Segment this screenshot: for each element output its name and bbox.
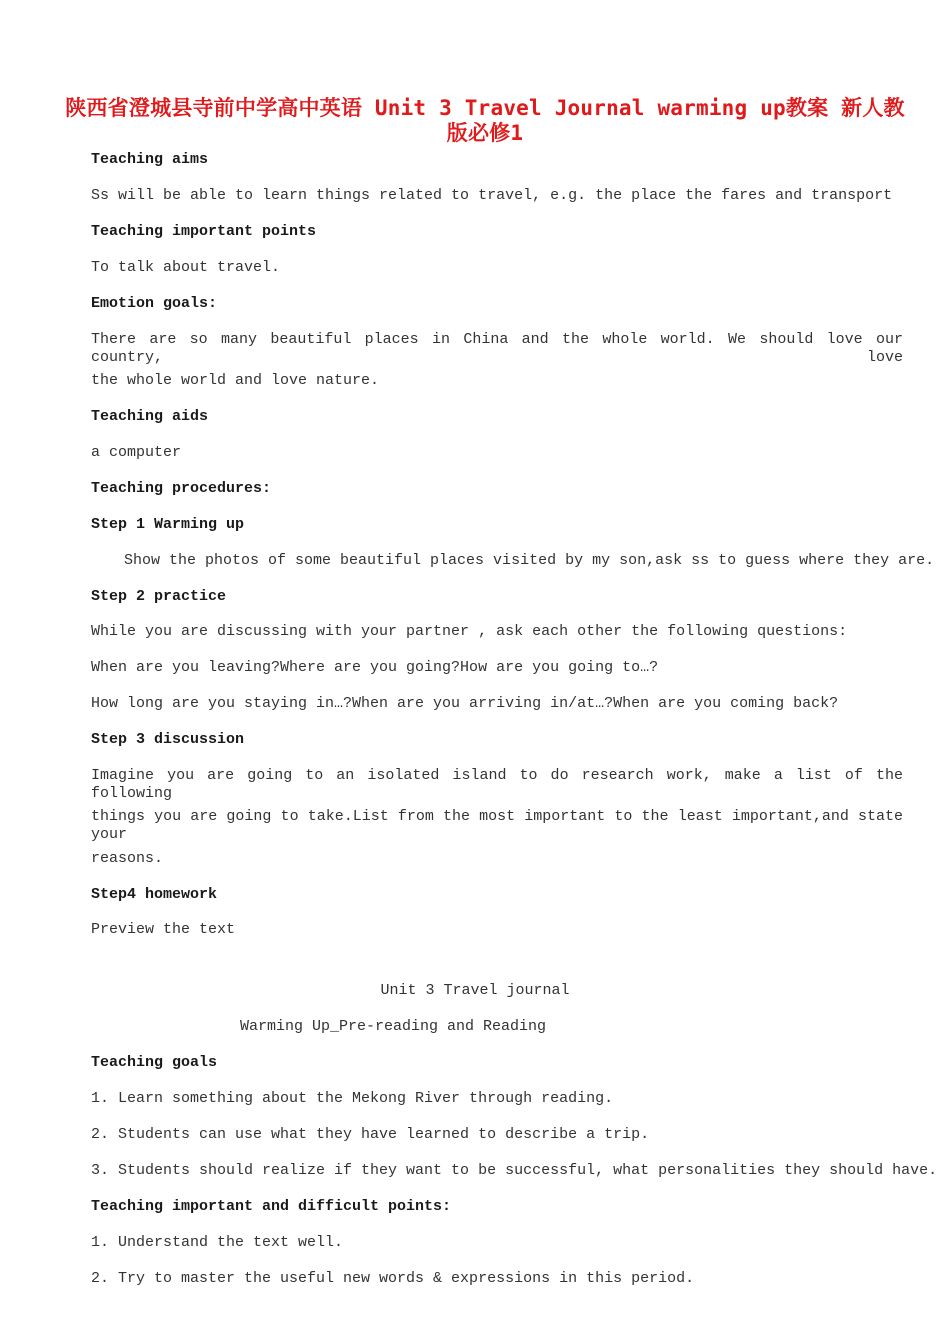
- teaching-goals-heading: Teaching goals: [91, 1054, 218, 1071]
- point-item-1: 1. Understand the text well.: [91, 1234, 344, 1251]
- teaching-aids-heading: Teaching aids: [91, 408, 209, 425]
- unit-title: Unit 3 Travel journal: [380, 982, 570, 999]
- emotion-goals-line-1: There are so many beautiful places in China and the whole world. We should love our country, love: [91, 331, 903, 366]
- step1-heading: Step 1 Warming up: [91, 516, 245, 533]
- step2-heading: Step 2 practice: [91, 588, 227, 605]
- important-points-text: To talk about travel.: [91, 259, 281, 276]
- emotion-goals-line-2: the whole world and love nature.: [91, 372, 380, 389]
- step3-line-1: Imagine you are going to an isolated island to do research work, make a list of the following: [91, 767, 903, 802]
- step4-heading: Step4 homework: [91, 886, 218, 903]
- procedures-heading: Teaching procedures:: [91, 480, 272, 497]
- step2-line-1: While you are discussing with your partner , ask each other the following questions:: [91, 623, 848, 640]
- goal-item-1: 1. Learn something about the Mekong River through reading.: [91, 1090, 614, 1107]
- step2-line-2: When are you leaving?Where are you going?How are you going to…?: [91, 659, 659, 676]
- step3-line-3: reasons.: [91, 850, 164, 867]
- difficult-points-heading: Teaching important and difficult points:: [91, 1198, 452, 1215]
- teaching-aims-text: Ss will be able to learn things related to travel, e.g. the place the fares and transport: [91, 187, 893, 204]
- important-points-heading: Teaching important points: [91, 223, 317, 240]
- section-subtitle: Warming Up_Pre-reading and Reading: [240, 1018, 547, 1035]
- step1-text: Show the photos of some beautiful places visited by my son,ask ss to guess where they are.: [124, 552, 935, 569]
- step3-heading: Step 3 discussion: [91, 731, 245, 748]
- document-title: [60, 96, 910, 146]
- step2-line-3: How long are you staying in…?When are you arriving in/at…?When are you coming back?: [91, 695, 839, 712]
- step3-line-2: things you are going to take.List from the most important to the least important,and state your: [91, 808, 903, 843]
- point-item-2: 2. Try to master the useful new words & expressions in this period.: [91, 1270, 695, 1287]
- step4-text: Preview the text: [91, 921, 236, 938]
- title-line-1: 陕西省澄城县寺前中学高中英语 Unit 3 Travel Journal warming up教案 新人教: [65, 96, 905, 120]
- emotion-goals-heading: Emotion goals:: [91, 295, 218, 312]
- goal-item-2: 2. Students can use what they have learned to describe a trip.: [91, 1126, 650, 1143]
- goal-item-3: 3. Students should realize if they want to be successful, what personalities they should have.: [91, 1162, 938, 1179]
- teaching-aims-heading: Teaching aims: [91, 151, 209, 168]
- title-line-2: 版必修1: [446, 121, 524, 145]
- teaching-aids-text: a computer: [91, 444, 182, 461]
